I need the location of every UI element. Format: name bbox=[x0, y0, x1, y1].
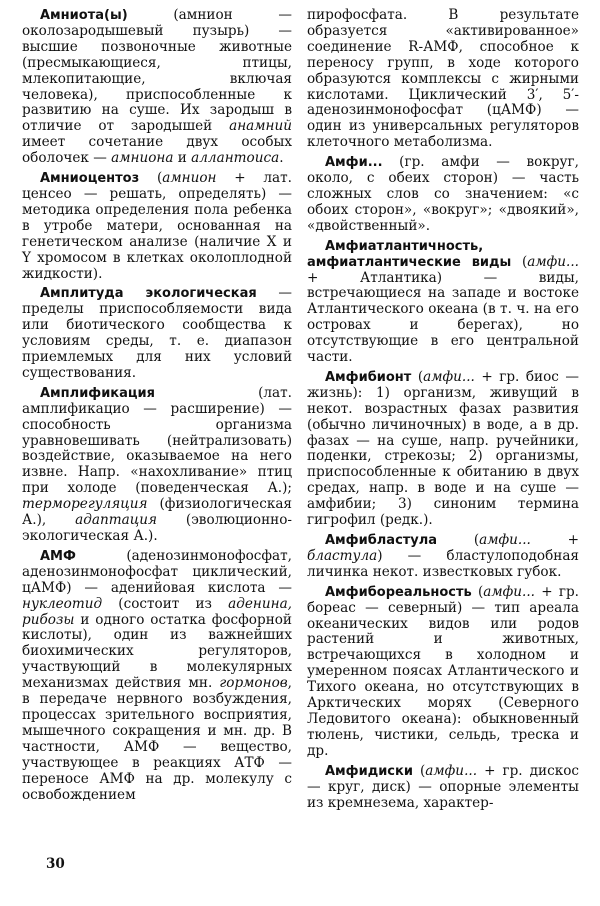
entry-amfiatlantichnost bbox=[307, 239, 579, 366]
entry-continuation bbox=[307, 8, 579, 151]
entry-amfiborealnost bbox=[307, 585, 579, 760]
headword: Амфи... bbox=[325, 155, 383, 171]
headword: Амплификация bbox=[40, 385, 155, 401]
entry-amfiblastula bbox=[307, 533, 579, 581]
cross-reference: амфи... bbox=[425, 762, 478, 779]
cross-reference: амнион bbox=[162, 170, 217, 187]
entry-text: . bbox=[279, 150, 284, 167]
entry-text: пирофосфата. В результате образуется «активированное» соединение R-АМФ, способное к переносу групп, в ходе которого образуются комплексы с жирными кислотами. Циклический 3′, 5′-аденозинмонофосфат (цАМФ) — один из универсальных регуляторов клеточного метаболизма. bbox=[307, 7, 579, 151]
entry-text: ( bbox=[437, 532, 480, 548]
headword: Амниота(ы) bbox=[40, 8, 128, 23]
entry-text: (состоит из bbox=[102, 595, 229, 612]
entry-amfibiont bbox=[307, 370, 579, 529]
headword: Амфиатлантичность, амфиатлантические виды bbox=[307, 238, 512, 270]
entry-amfidiski bbox=[307, 764, 579, 812]
cross-reference: терморегуляция bbox=[22, 496, 148, 513]
cross-reference: амфи... bbox=[527, 253, 579, 270]
entry-text: — пределы приспособляемости вида или биотического сообщества к условиям среды, т. е. диапазон приемлемых для них условий существования. bbox=[22, 285, 293, 381]
entry-amniocentez bbox=[22, 171, 292, 282]
cross-reference: амфи... bbox=[483, 583, 535, 600]
headword: Амниоцентоз bbox=[40, 171, 140, 187]
entry-text: (физиологическая А.), bbox=[22, 496, 292, 529]
headword: Амфибластула bbox=[325, 533, 438, 548]
cross-reference: бластула bbox=[307, 547, 378, 564]
entry-text: + гр. биос — жизнь): 1) организм, живущий в некот. возрастных фазах развития (обычно личиночных) в воде, а в др. фазах — на суше, напр. ручейники, поденки, стрекозы; 2) организмы, приспособленные к обитанию в двух средах, напр. в воде и на суше — амфибии; 3) синоним термина гигрофил (редк.). bbox=[307, 368, 579, 529]
right-column bbox=[307, 8, 579, 815]
entry-text: + лат. ценсео — решать, определять) — методика определения пола ребенка в утробе матери, основанная на генетическом анализе (наличие X и Y хромосом в клетках околоплодной жидкости). bbox=[22, 170, 292, 282]
entry-text: (эволюционно-экологическая А.). bbox=[22, 512, 292, 544]
entry-text: ( bbox=[139, 170, 163, 187]
entry-text: (амнион — околозародышевый пузырь) — высшие позвоночные животные (пресмыкающиеся, птицы, млекопитающие, включая человека), приспособленные к развитию на суше. Их зародыш в отличие от зародышей bbox=[22, 7, 292, 135]
entry-text: имеет сочетание двух особых оболочек — bbox=[22, 134, 292, 167]
entry-text: и bbox=[173, 150, 192, 167]
headword: АМФ bbox=[40, 548, 76, 564]
cross-reference: адаптация bbox=[75, 512, 157, 529]
entry-text: + bbox=[530, 532, 579, 548]
entry-text: , в передаче нервного возбуждения, процессах зрительного восприятия, мышечного сокращения и мн. др. В частности, АМФ — вещество, участвующее в реакциях АТФ — переносе АМФ на др. молекулу с освобождением bbox=[22, 675, 292, 803]
headword: Амплитуда экологическая bbox=[40, 286, 257, 302]
page-number: 30 bbox=[46, 856, 65, 872]
cross-reference: амниона bbox=[111, 150, 174, 167]
entry-text: ) — бластулоподобная личинка некот. известковых губок. bbox=[307, 547, 579, 580]
headword: Амфидиски bbox=[325, 763, 413, 779]
entry-amfi bbox=[307, 155, 579, 235]
cross-reference: анамний bbox=[229, 118, 292, 135]
entry-text: + гр. дискос — круг, диск) — опорные элементы из кремнезема, характер- bbox=[307, 762, 579, 811]
entry-text: ( bbox=[411, 368, 424, 385]
headword: Амфибореальность bbox=[325, 584, 472, 600]
entry-text: (аденозинмонофосфат, аденозинмонофосфат циклический, цАМФ) — аденийовая кислота — bbox=[22, 547, 292, 596]
cross-reference: аллантоиса bbox=[191, 150, 280, 167]
entry-amplifikatsiya bbox=[22, 386, 292, 545]
entry-text: ( bbox=[471, 583, 484, 600]
cross-reference: амфи... bbox=[479, 532, 531, 548]
left-column bbox=[22, 8, 292, 807]
cross-reference: амфи... bbox=[423, 368, 475, 385]
entry-text: (гр. амфи — вокруг, около, с обеих сторон) — часть сложных слов со значением: «с обоих сторон», «вокруг»; «двоякий», «двойственный». bbox=[307, 154, 579, 234]
entry-text: и одного остатка фосфорной кислоты), один из важнейших биохимических регуляторов, участвующий в молекулярных механизмах действия мн. bbox=[22, 611, 292, 692]
entry-amf bbox=[22, 549, 292, 804]
entry-text: ( bbox=[511, 253, 528, 270]
entry-text: + Атлантика) — виды, встречающиеся на западе и востоке Атлантического океана (в т. ч. на его островах и берегах), но отсутствующие в его центральной части. bbox=[307, 269, 579, 366]
entry-text: ( bbox=[412, 762, 426, 779]
entry-text: + гр. бореас — северный) — тип ареала океанических видов или родов растений и животных, встречающихся в холодном и умеренном поясах Атлантического и Тихого океана, но отсутствующих в Арктических морях (Северного Ледовитого океана): обыкновенный тюлень, чистики, сельдь, треска и др. bbox=[307, 583, 580, 759]
entry-text: (лат. амплификацио — расширение) — способность организма уравновешивать (нейтрализовать) воздействие, оказываемое на него извне. Напр. «нахохливание» птиц при холоде (поведенческая А.); bbox=[22, 384, 292, 497]
entry-amniota bbox=[22, 8, 292, 167]
entry-amplituda bbox=[22, 286, 292, 381]
cross-reference: гормонов bbox=[219, 675, 288, 692]
cross-reference: нуклеотид bbox=[22, 595, 103, 612]
headword: Амфибионт bbox=[325, 369, 412, 385]
cross-reference: аденина, рибозы bbox=[22, 595, 292, 628]
